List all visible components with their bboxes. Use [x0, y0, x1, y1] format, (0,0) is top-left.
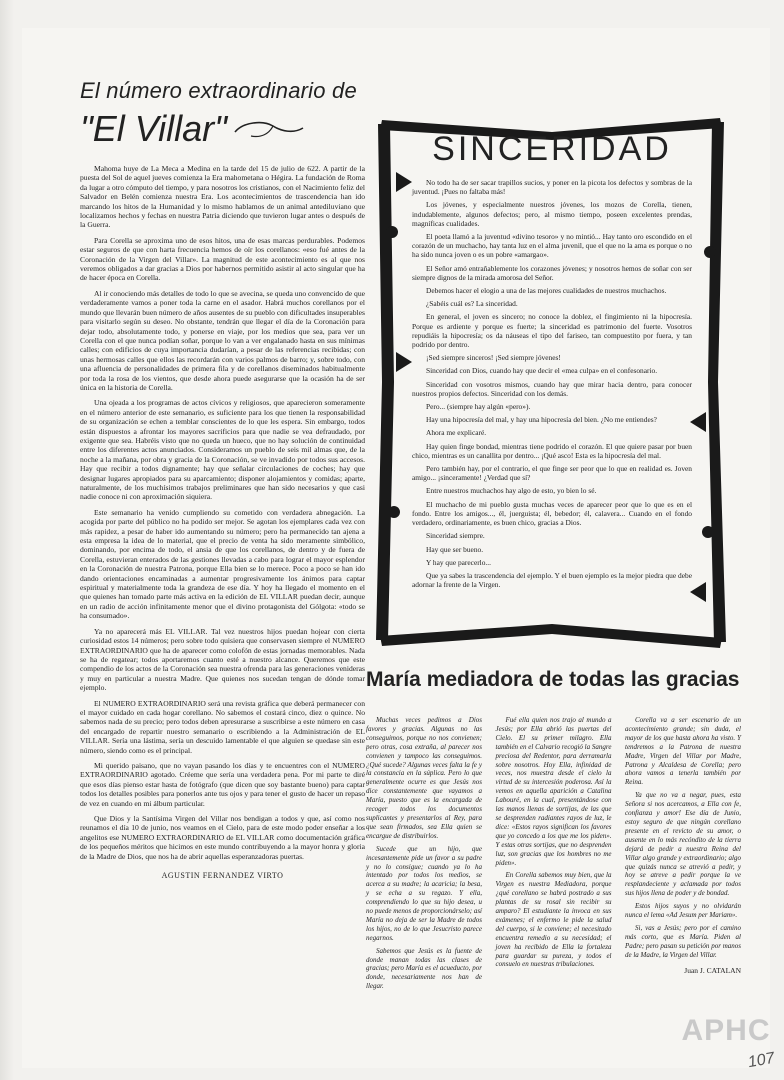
scan-edge	[0, 0, 14, 1080]
paragraph: Los jóvenes, y especialmente nuestros jóvenes, los mozos de Corella, tienen, indudablemente, algunos defectos; pero, al mismo tiempo, poseen excelentes prendas, magníficas cualidades.	[412, 200, 692, 228]
article-signature: AGUSTIN FERNANDEZ VIRTO	[161, 871, 284, 881]
archive-stamp: APHC	[681, 1014, 771, 1047]
paragraph: El NUMERO EXTRAORDINARIO será una revista gráfica que deberá permanecer con el mayor cuidado en cada hogar corellano. No sabemos el costará cinco, diez o quince. No sabemos nada de su precio; pero todos deben apresurarse a suscribirse a este número en casa del encargado de repartir nuestro semanario o escribiendo a la Administración de EL VILLAR. Sería una lástima, sería un descuido lamentable el que alguien se quedase sin este número, siendo como es el principal.	[80, 698, 365, 755]
paragraph: En general, el joven es sincero; no conoce la doblez, el fingimiento ni la hipocresía. Porque es ardiente y porque es fuerte; la sinceridad es patrimonio del fuerte. Vosotros repudiáis la hipocresía; os da náuseas el tipo del fariseo, tan compuestito por fuera, y tan podrido por dentro.	[412, 312, 692, 350]
paragraph: Sinceridad siempre.	[426, 531, 485, 541]
paragraph: Hay que ser bueno.	[426, 544, 484, 554]
paragraph: Que ya sabes la trascendencia del ejemplo. Y el buen ejemplo es la mejor piedra que debe adornar la frente de la Virgen.	[412, 570, 692, 590]
paragraph: Para Corella se aproxima uno de esos hitos, una de esas marcas perdurables. Podemos estar seguros de que con harta frecuencia hemos de oír los corellanos: «eso fué antes de la Coronación de la Virgen del Villar». La magnitud de este acontecimiento es al que nos veremos obligados a dar gracias a Dios por habernos permitido asistir al acto singular que ha de hacer época en Corella.	[80, 235, 365, 283]
paragraph: ¿Sabéis cuál es? La sinceridad.	[426, 299, 518, 309]
article-header-title: "El Villar"	[80, 108, 227, 149]
paragraph: Pero también hay, por el contrario, el que finge ser peor que lo que en realidad es. Joven amigo... ¡sinceramente! ¿Verdad que sí?	[412, 464, 692, 483]
paragraph: Ya no aparecerá más EL VILLAR. Tal vez nuestros hijos puedan hojear con cierta curiosidad estos 14 números; pero sobre todo quisiera que conservasen siempre el NUMERO EXTRAORDINARIO que ha de aparecer como colofón de estas jornadas memorables. Nada se ha de regatear; todos aportaremos cuanto esté a nuestro alcance. Queremos que este compendio de los actos de la Coronación sea nuestra ofrenda para las generaciones venideras y muy en particular a nuestra Madre. Que quienes nos sucedan tengan de dónde tomar ejemplo.	[80, 626, 365, 693]
maria-columns	[366, 716, 741, 995]
paragraph: El Señor amó entrañablemente los corazones jóvenes; y nosotros hemos de soñar con ser siempre dignos de la mirada amorosa del Señor.	[412, 263, 692, 282]
paragraph: Ya que no va a negar, pues, esta Señora si nos acercamos, a Ella con fe, confianza y amor! Ese día de Junio, estoy seguro de que ningún corellano presente en el revicto de su amor, o ausente en lo más recóndito de la tierra dejará de pedir a nuestra Reina del Villar algo grande y extraordinario; algo que quizás nunca se atrevió a pedir, y hoy se atreve a pedir porque la ve resplandeciente y aclamada por todos sus hijos llena de poder y de bondad.	[625, 791, 741, 898]
paragraph: Sucede que un hijo, que incesantemente pide un favor a su padre y no lo consigue; cuando ya lo ha intentado por todos los medios, se acerca a su madre; la acaricia; la besa, y se echa a su regazo. Y ella, comprendiendo lo que su hijo desea, u no puede menos de proporcionárselo; así María no deja de ser la Madre de todos los hijos, no de lo que Jesucristo parece negarnos.	[366, 844, 482, 942]
paragraph: Sabemos que Jesús es la fuente de donde manan todas las clases de gracias; pero María es el acueducto, por donde, necesariamente nos han de llegar.	[366, 946, 482, 991]
maria-column	[496, 716, 612, 995]
left-article	[80, 78, 365, 880]
paragraph: Una ojeada a los programas de actos cívicos y religiosos, que aparecieron someramente en el número anterior de este semanario, es suficiente para los que tienen la responsabilidad de su organización se echen a temblar conscientes de lo que les espera. Sin embargo, todos están dispuestos a afrontar los mayores sacrificios para que nadie se vea defraudado, por exigente que sea. Habréis visto que no queda un hueco, que no hay solución de continuidad entre los diferentes actos anunciados. Consideramos un pueblo de seis mil almas que, de la noche a la mañana, por obra y gracia de la Coronación, se ve invadido por todos sus accesos. Hay que recibir a todos dignamente; hay que señalar circulaciones de coches; hay que designar lugares apropiados para su aparcamiento; disponer alojamientos y comidas; aparte, naturalmente, de los muchísimos trabajos preliminares que han sido necesarios y que casi nadie conoce ni con aproximación siquiera.	[80, 398, 365, 502]
paragraph: Entre nuestros muchachos hay algo de esto, yo bien lo sé.	[426, 486, 597, 496]
paragraph: Sinceridad con Dios, cuando hay que decir el «mea culpa» en el confesonario.	[426, 366, 658, 376]
paragraph: Mahoma huye de La Meca a Medina en la tarde del 15 de julio de 622. A partir de la puesta del Sol de aquel jueves comienza la Era mahometana o Hégira. La fundación de Roma da lugar a otro cómputo del tiempo, y para nosotros los cristianos, con el Nacimiento feliz del Salvador en Belén comienza nuestra Era. Los acontecimientos de trascendencia han ido marcando los hitos de la Humanidad y lo mismo hablamos de un animal antediluviano que localizamos hechos y fechas en nuestra Patria diciendo que tuvieron lugar antes o después de la Guerra.	[80, 164, 365, 230]
paragraph: Pero... (siempre hay algún «pero»).	[426, 402, 531, 412]
paragraph: Corella va a ser escenario de un acontecimiento grande; sin duda, el mayor de los que hasta ahora ha visto. Y tendremos a la Patrona de nuestra Madre, Virgen del Villar por Madre, Patrona y Alcaldesa de Corella; pero ahora vamos a tenerla también por Reina.	[625, 716, 741, 787]
paragraph: El muchacho de mi pueblo gusta muchas veces de aparecer peor que lo que es en el fondo. Entre los amigos..., él, juerguista; él, bebedor; él, calavera... Cuando en el fondo verdadero, ordinariamente, es buen chico, gracias a Dios.	[412, 499, 692, 528]
paragraph: Muchas veces pedimos a Dios favores y gracias. Algunas no las conseguimos, porque no nos convienen; pero otras, cosa extraña, al parecer nos convienen y tampoco las conseguimos. ¿Qué sucede? Algunas veces falta la fe y la constancia en la súplica. Pero lo que generalmente ocurre es que Jesús nos dice constantemente que vayamos a María, puesto que es la encargada de recoger todos los documentos suplicantes y presentarlos al Rey, para que sean firmados, sea Ella quien se encargue de distribuirlos.	[366, 716, 482, 840]
maria-title: María mediadora de todas las gracias	[366, 668, 740, 691]
paragraph: No todo ha de ser sacar trapillos sucios, y poner en la picota los defectos y sombras de la juventud. ¡Pues no faltaba más!	[412, 178, 692, 197]
article-header-line1: El número extraordinario de	[80, 78, 357, 103]
paragraph: Ahora me explicaré.	[426, 428, 487, 438]
paragraph: Fué ella quien nos trajo al mundo a Jesús; por Ella abrió las puertas del Cielo. El su primer milagro. Ella también en el Calvario recogió la Sangre preciosa del Redentor, para derramarla sobre nosotros. Hoy Ella, infinidad de veces, nos muestra desde el cielo la virtud de su intercesión poderosa. Así la vemos en aquella aparición a Catalina Labouré, en la cual, presentándose con las manos llenas de sortijas, de las que se desprenden radiantes rayos de luz, le dice: «Estos rayos significan los favores que yo concedo a los que me los piden». Y estas otras sortijas, que no desprenden luz, son gracias que los hombres no me piden».	[495, 716, 612, 867]
sinceridad-box	[372, 112, 730, 652]
swash-ornament-icon	[233, 118, 305, 140]
sinceridad-title: SINCERIDAD	[432, 130, 672, 168]
maria-column	[366, 716, 482, 995]
maria-signature: Juan J. CATALAN	[684, 965, 741, 975]
page-number: 107	[746, 1049, 776, 1072]
paragraph: Al ir conociendo más detalles de todo lo que se avecina, se queda uno convencido de que verdaderamente vamos a poner toda la carne en el asador. Habrá muchos corellanos por el mundo que llevarán buen número de años ausentes de su pueblo con dificultades insuperables para visitarlo según su deseo. No obstante, tendrán que llegar el día de la Coronación para dejar todo, absolutamente todo, y ponerse en viaje, por los medios que sea, para ver un Corella con el que nunca podían soñar, porque lo van a ver engalanado hasta en sus mínimas calles; con edificios de cuya importancia dudarían, a pesar de las referencias recibidas; con unas hermosas calles que ellos las recordarán con varios palmos de barro; y, sobre todo, con una afluencia de personalidades de primera fila y de corellanos diseminados habitualmente por toda la rosa de los vientos, que desde ahora puede asegurarse que la ocasión ha de ser única en la historia de Corella.	[80, 288, 365, 392]
maria-column	[625, 716, 741, 995]
paragraph: Hay una hipocresía del mal, y hay una hipocresía del bien. ¿No me entiendes?	[426, 415, 657, 425]
paragraph: Estos hijos suyos y no olvidarán nunca el lema «Ad Jesum per Mariam».	[625, 902, 741, 920]
paragraph: Mi querido paisano, que no vayan pasando los días y te encuentres con el NUMERO EXTRAORDINARIO agotado. Créeme que sería una verdadera pena. Por mi parte te diré que esos días pienso estar hasta de fotógrafo (que dicen que soy bastante bueno) para captar todos los detalles posibles para ponerlos ante tus ojos y para tener el gusto de hacer un repaso de vez en cuando en mi álbum particular.	[80, 760, 365, 808]
paragraph: Si, vas a Jesús; pero por el camino más corto, que es María. Piden al Padre; pero pasan su petición por manos de la Madre, la Virgen del Villar.	[625, 923, 741, 959]
paragraph: Sinceridad con vosotros mismos, cuando hay que mirar hacia dentro, para conocer nuestros propios defectos. Sinceridad con los demás.	[412, 379, 692, 398]
paragraph: Este semanario ha venido cumpliendo su cometido con verdadera abnegación. La acogida por parte del público no ha podido ser mejor. Se agotan los ejemplares cada vez con más rapidez, a pesar de haber ido aumentando su número; pero ha permanecido tan ajena a esta empresa la idea de lo material, que el precio de venta ha sido meramente simbólico, dominando, por encima de todo, el ansia de que los corellanos, de dentro y de fuera de Corella, estuvieran enterados de las gestiones llevadas a cabo para lograr el mayor esplendor en la Coronación de nuestra Patrona, porque Ella bien se lo merece. Poco a poco se han ido dando orientaciones encaminadas a aumentar progresivamente los ánimos para captar espiritual y materialmente toda la grandeza de ese día. Y hoy ha llegado el momento en el que quienes han tomado parte más activa en la edición de EL VILLAR puedan decir, aunque en un radio de acción infinitamente menor que el divino protagonista del Gólgota: «todo se ha consumado».	[80, 507, 365, 621]
paragraph: Que Dios y la Santísima Virgen del Villar nos bendigan a todos y que, así como nos reunamos el día 10 de junio, nos veamos en el Cielo, para de este modo poder enseñar a los angelitos ese NUMERO EXTRAORDINARIO de EL VILLAR como documentación gráfica de los pequeños méritos que hicimos en este mundo contribuyendo a la mayor honra y gloria de la Madre de Dios, que nos ha de abrir aquellas esperanzadoras puertas.	[80, 814, 365, 861]
sinceridad-body	[412, 178, 692, 593]
article-header-line2	[80, 108, 365, 150]
article-body	[80, 164, 365, 861]
paragraph: El poeta llamó a la juventud «divino tesoro» y no mintió... Hay tanto oro escondido en el corazón de un muchacho, hay tanta luz en el alma juvenil, que el que no la ama es porque o no ha sido nunca joven o es un pobre «amargao».	[412, 232, 692, 260]
paragraph: En Corella sabemos muy bien, que la Virgen es nuestra Mediadora, porque ¿qué corellano se habrá postrado a sus plantas de su rosal sin recibir su amparo? El estudiante la invoca en sus exámenes; el enfermo le pide la salud del cuerpo, si le conviene; el necesitado encuentra remedio a su necesidad; el joven ha recibido de Ella la fortaleza para guardar su pureza, y todos el consuelo en nuestras tribulaciones.	[495, 871, 612, 969]
paragraph: Y hay que parecerlo...	[426, 557, 491, 567]
paragraph: Hay quien finge bondad, mientras tiene podrido el corazón. El que quiere pasar por buen chico, mientras es un canallita por dentro... ¡Qué asco! Esta es la hipocresía del mal.	[412, 441, 692, 460]
paragraph: ¡Sed siempre sinceros! ¡Sed siempre jóvenes!	[426, 353, 561, 363]
paragraph: Debemos hacer el elogio a una de las mejores cualidades de nuestros muchachos.	[426, 286, 667, 296]
